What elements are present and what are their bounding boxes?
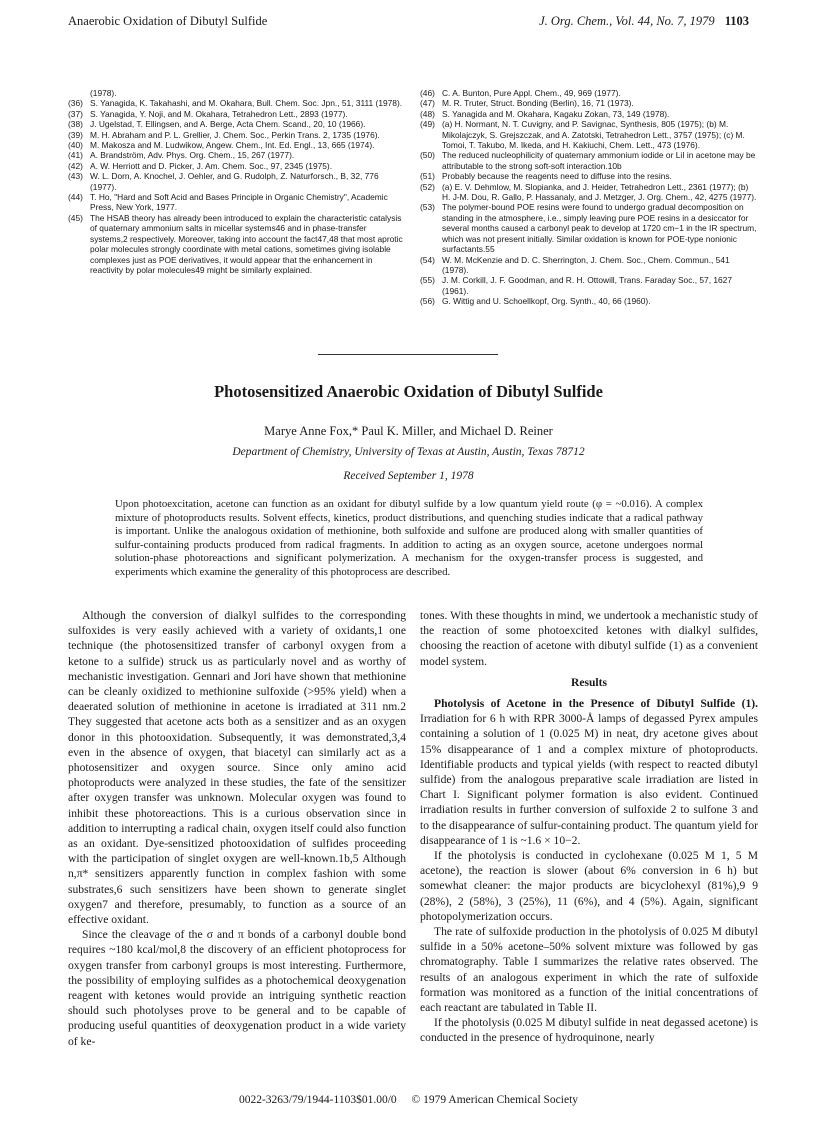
reference-item: (56) G. Wittig and U. Schoellkopf, Org. Synth., 40, 66 (1960).	[420, 296, 651, 307]
reference-item: (53) The polymer-bound POE resins were found to undergo gradual decomposition on standing in the atmosphere, i.e., simply leaving pure POE resins in a desiccator for several months caused a carbonyl peak to develop at 1720 cm−1 in the IR spectrum, which was not present initially. Similar oxidation is known for POE-type nonionic surfactants.55	[420, 202, 757, 255]
references-right-column	[420, 88, 758, 307]
reference-item: (47) M. R. Truter, Struct. Bonding (Berlin), 16, 71 (1973).	[420, 98, 634, 109]
results-paragraph-text: Irradiation for 6 h with RPR 3000-Å lamps of degassed Pyrex ampules containing a solution of 1 (0.025 M) in neat, dry acetone gives about 15% disappearance of 1 and a complex mixture of photoproducts. Identifiable products and typical yields (with respect to reacted dibutyl sulfide) from the analogous preparative scale irradiation are listed in Chart I. Significant polymer formation is also evident. Continued irradiation results in further conversion of sulfoxide 2 to sulfone 3 and to the disappearance of sulfur-containing product. The quantum yield for disappearance of 1 is ~1.6 × 10−2.	[420, 712, 758, 847]
section-divider	[318, 354, 498, 355]
reference-item: (45) The HSAB theory has already been introduced to explain the characteristic catalysis of quaternary ammonium salts in micellar systems46 and in phase-transfer systems,2 respectively. Moreover, taking into account the fact47,48 that most aprotic polar molecules strongly coordinate with metal cations, sometimes giving isolable complexes just as POE derivatives, it would appear that the enhancement in reactivity by polar molecules49 might be similarly explained.	[68, 212, 403, 275]
running-head	[68, 14, 749, 34]
body-paragraph: If the photolysis is conducted in cyclohexane (0.025 M 1, 5 M acetone), the reaction is slower (about 6% conversion in 6 h) but somewhat cleaner: the major products are bicyclohexyl (81%),9 9 (28%), 2 (58%), 3 (25%), 11 (6%), and 4 (5%). Again, significant photopolymerization occurs.	[420, 849, 758, 923]
reference-item: (51) Probably because the reagents need to diffuse into the resins.	[420, 171, 672, 182]
section-heading: Results	[570, 675, 608, 689]
reference-item: (38) J. Ugelstad, T. Ellingsen, and A. Berge, Acta Chem. Scand., 20, 10 (1966).	[68, 119, 366, 130]
article-code: 0022-3263/79/1944-1103$01.00/0	[238, 1094, 397, 1106]
body-paragraph: The rate of sulfoxide production in the photolysis of 0.025 M dibutyl sulfide in a 50% acetone–50% solvent mixture was followed by gas chromatography. Table I summarizes the relative rates observed. The results of an analogous experiment in which the rate of sulfoxide formation was monitored as a function of the initial concentrations of each reactant are tabulated in Table II.	[420, 925, 758, 1015]
body-paragraph: tones. With these thoughts in mind, we undertook a mechanistic study of the reaction of some photoexcited ketones with dialkyl sulfides, choosing the reaction of acetone with dibutyl sulfide (1) as a convenient model system.	[420, 609, 758, 668]
reference-item: (1978).	[90, 88, 117, 98]
reference-item: (42) A. W. Herriott and D. Picker, J. Am. Chem. Soc., 97, 2345 (1975).	[68, 160, 333, 171]
reference-item: (44) T. Ho, "Hard and Soft Acid and Bases Principle in Organic Chemistry", Academic Press, New York, 1977.	[68, 192, 388, 213]
references-left-column	[68, 88, 406, 275]
results-subheading: Photolysis of Acetone in the Presence of Dibutyl Sulfide (1).	[434, 697, 758, 711]
reference-item: (37) S. Yanagida, Y. Noji, and M. Okahara, Tetrahedron Lett., 2893 (1977).	[68, 108, 348, 119]
abstract: Upon photoexcitation, acetone can function as an oxidant for dibutyl sulfide by a low quantum yield route (φ = ~0.016). A complex mixture of photoproducts results. Solvent effects, kinetics, product distributions, and quenching studies indicate that a radical pathway is important. Unlike the analogous oxidation of methionine, both sulfoxide and sulfone are produced along with smaller quantities of sulfur-containing products produced from radical fragments. In addition to acting as an oxygen source, acetone undergoes normal solution-phase photoreactions and significant polymerization. A mechanism for the oxygen-transfer process is suggested, and experiments which examine the generality of this photoprocess are described.	[115, 498, 703, 578]
body-right-column	[420, 608, 758, 1046]
reference-item: (43) W. L. Dorn, A. Knochel, J. Oehler, and G. Rudolph, Z. Naturforsch., B, 32, 776 (1977).	[68, 171, 379, 192]
body-paragraph: If the photolysis (0.025 M dibutyl sulfide in neat degassed acetone) is conducted in the presence of hydroquinone, nearly	[420, 1016, 758, 1045]
article-authors: Marye Anne Fox,* Paul K. Miller, and Michael D. Reiner	[264, 424, 553, 438]
reference-item: (46) C. A. Bunton, Pure Appl. Chem., 49, 969 (1977).	[420, 88, 621, 98]
reference-item: (40) M. Makosza and M. Ludwikow, Angew. Chem., Int. Ed. Engl., 13, 665 (1974).	[68, 140, 375, 151]
reference-item: (49) (a) H. Normant, N. T. Cuvigny, and P. Savignac, Synthesis, 805 (1975); (b) M. Mikolajczyk, S. Grejszczak, and A. Zatotski, Tetrahedron Lett., 3757 (1975); (c) M. Tomoi, T. Takubo, M. Ikeda, and H. Kakiuchi, Chem. Lett., 473 (1976).	[420, 119, 745, 151]
reference-item: (36) S. Yanagida, K. Takahashi, and M. Okahara, Bull. Chem. Soc. Jpn., 51, 3111 (1978).	[68, 98, 403, 109]
article-affiliation: Department of Chemistry, University of Texas at Austin, Austin, Texas 78712	[232, 446, 585, 458]
reference-item: (39) M. H. Abraham and P. L. Grellier, J. Chem. Soc., Perkin Trans. 2, 1735 (1976).	[68, 129, 380, 140]
body-paragraph: Since the cleavage of the σ and π bonds of a carbonyl double bond requires ~180 kcal/mol,8 the discovery of an efficient photoprocess for oxygen transfer from carbonyl groups is most interesting. Furthermore, the possibility of employing sulfides as a photochemical deoxygenation reagent with ketones would provide an intriguing synthetic reaction should such photolyses prove to be general and to be capable of producing useful quantities of deoxygenation product in a wide variety of ke-	[68, 928, 406, 1048]
copyright-notice: © 1979 American Chemical Society	[411, 1094, 579, 1106]
running-head-journal	[539, 14, 749, 29]
reference-item: (54) W. M. McKenzie and D. C. Sherrington, J. Chem. Soc., Chem. Commun., 541 (1978).	[420, 254, 730, 275]
reference-item: (52) (a) E. V. Dehmlow, M. Slopianka, and J. Heider, Tetrahedron Lett., 2361 (1977); (b) H. J-M. Dou, R. Gallo, P. Hassanaly, and J. Metzger, J. Org. Chem., 42, 4275 (1977).	[420, 181, 757, 203]
results-paragraph	[420, 696, 758, 848]
body-paragraph: Although the conversion of dialkyl sulfides to the corresponding sulfoxides is very easily achieved with a variety of oxidants,1 one technique (the photosensitized transfer of carbonyl oxygen from a ketone to a sulfide) struck us as particularly novel and as worthy of mechanistic investigation. Gennari and Jori have shown that methionine can be cleanly oxidized to methionine sulfoxide (>95% yield) when a deaerated solution of methionine in acetone is irradiated at 311 nm.2 They suggested that acetone acts both as a sensitizer and as an oxygen donor in this photooxidation. Subsequently, it was demonstrated,3,4 even in the absence of oxygen, that biacetyl can similarly act as a photosensitizer and oxygen source. Since only amino acid photoproducts were analyzed in these studies, the fate of the sensitizer after oxygen transfer was unknown. Molecular oxygen was found to inhibit these photoreactions. This is a curious observation since in addition to interrupting a radical chain, oxygen itself could also function as an oxidant. Dye-sensitized photooxidation of sulfides proceeding with the participation of singlet oxygen are well-known.1b,5 Although n,π* sensitizers apparently function in complex fashion with some substrates,6 such sensitizers have been shown to generate singlet oxygen7 and therefore, presumably, to function as a source of an effective oxidant.	[68, 609, 406, 927]
article-title: Photosensitized Anaerobic Oxidation of Dibutyl Sulfide	[214, 382, 603, 401]
reference-item: (50) The reduced nucleophilicity of quaternary ammonium iodide or LiI in acetone may be attributable to the strong soft-soft interaction.10b	[420, 150, 756, 171]
running-head-title: Anaerobic Oxidation of Dibutyl Sulfide	[68, 14, 268, 28]
reference-item: (48) S. Yanagida and M. Okahara, Kagaku Zokan, 73, 149 (1978).	[420, 108, 670, 119]
page-number: 1103	[724, 14, 749, 28]
body-left-column	[68, 608, 406, 1049]
reference-item: (41) A. Brandström, Adv. Phys. Org. Chem., 15, 267 (1977).	[68, 150, 295, 161]
reference-item: (55) J. M. Corkill, J. F. Goodman, and R. H. Ottowill, Trans. Faraday Soc., 57, 1627 (1961).	[420, 275, 732, 296]
journal-citation: J. Org. Chem., Vol. 44, No. 7, 1979	[539, 14, 715, 28]
page-footer	[0, 1094, 817, 1106]
received-date: Received September 1, 1978	[343, 470, 474, 482]
